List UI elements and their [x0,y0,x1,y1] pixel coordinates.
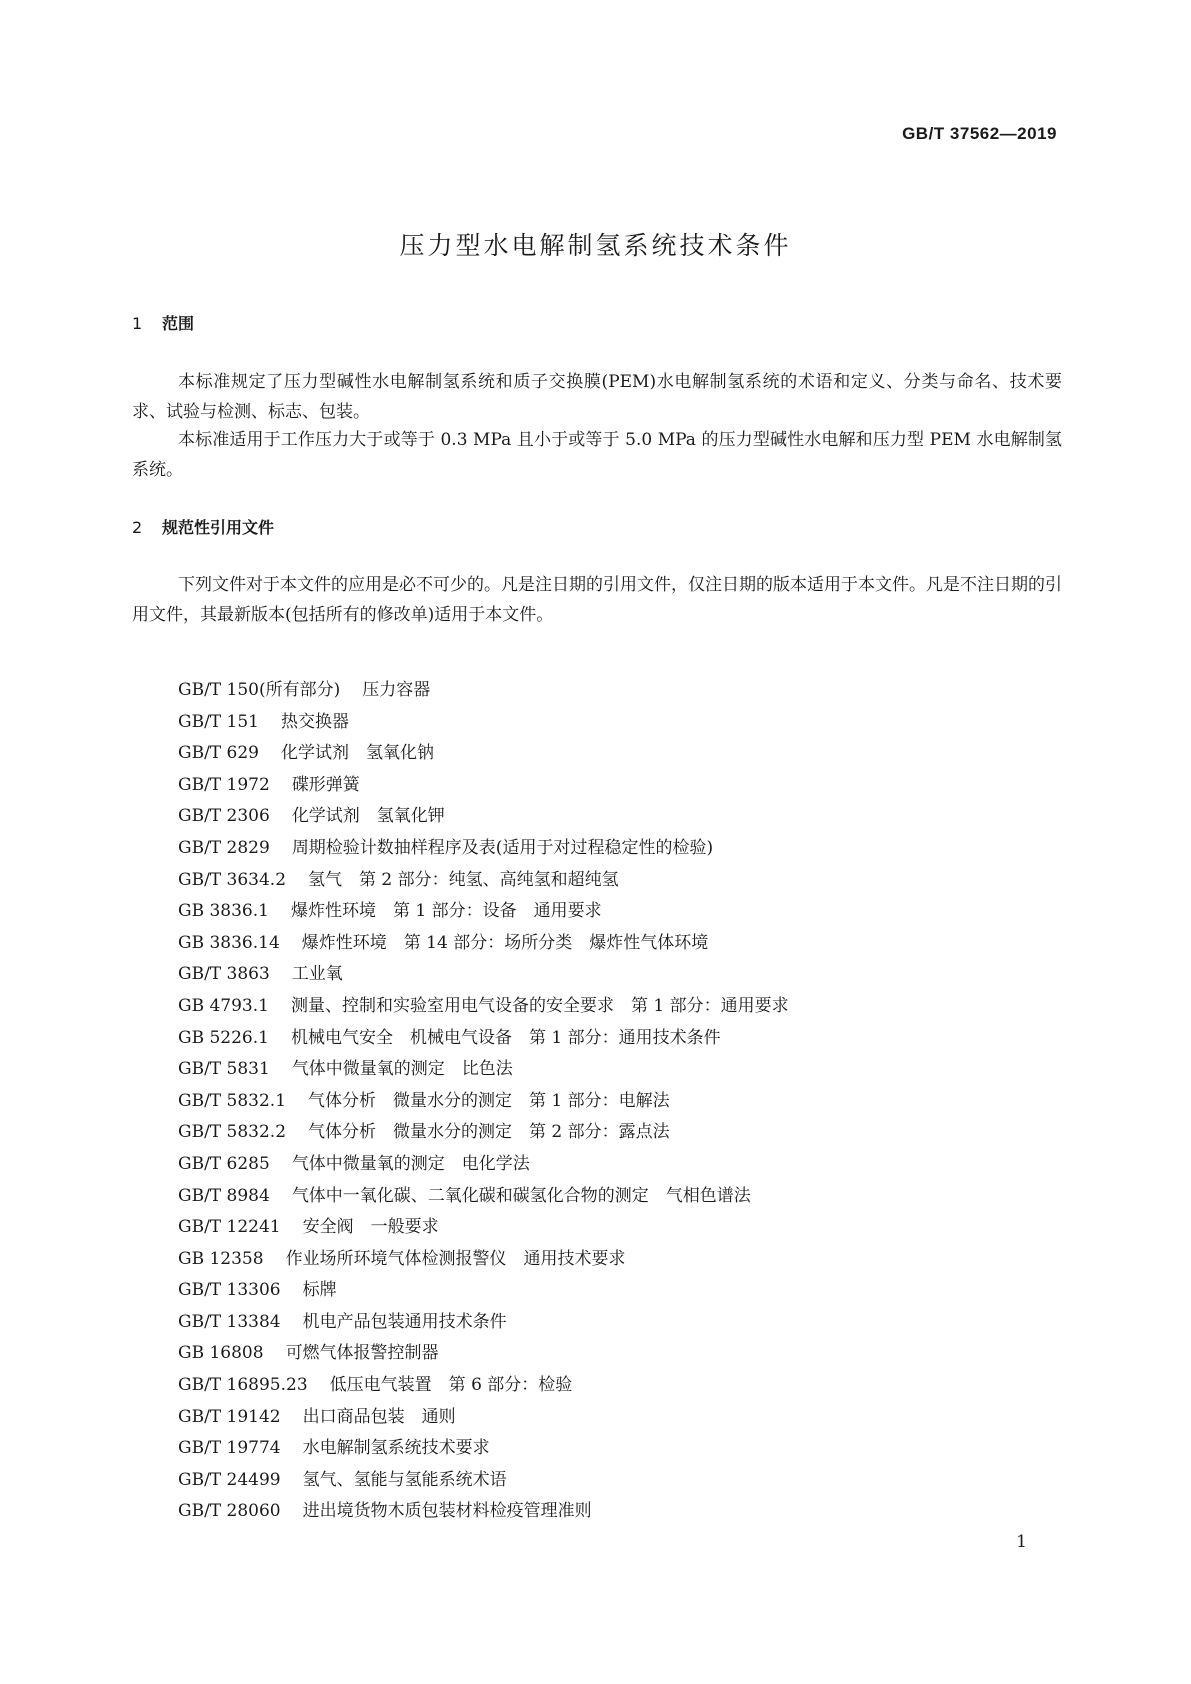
reference-item [178,896,789,928]
reference-item [178,1212,789,1244]
reference-title: 安全阀 一般要求 [302,1217,439,1238]
reference-item [178,1465,789,1497]
reference-title: 标牌 [302,1280,337,1301]
section-title: 规范性引用文件 [162,518,275,537]
reference-title: 水电解制氢系统技术要求 [302,1438,490,1459]
section-1-paragraph: 本标准规定了压力型碱性水电解制氢系统和质子交换膜(PEM)水电解制氢系统的术语和定义、分类与命名、技术要求、试验与检测、标志、包装。 [132,372,1062,422]
reference-title: 碟形弹簧 [291,774,360,795]
reference-title: 机械电气安全 机械电气设备 第 1 部分：通用技术条件 [290,1027,721,1048]
reference-item [178,865,789,897]
reference-title: 气体中一氧化碳、二氧化碳和碳氢化合物的测定 气相色谱法 [291,1185,751,1206]
reference-title: 化学试剂 氢氧化钠 [281,743,434,764]
reference-title: 压力容器 [362,680,431,700]
reference-list [178,675,789,1528]
reference-code: GB/T 16895.23 [178,1375,308,1396]
reference-item [178,1402,789,1434]
reference-title: 机电产品包装通用技术条件 [302,1311,507,1332]
reference-code: GB/T 24499 [178,1469,281,1490]
reference-code: GB/T 13306 [178,1280,281,1301]
reference-item [178,1496,789,1528]
reference-title: 出口商品包装 通则 [302,1406,456,1427]
reference-title: 爆炸性环境 第 1 部分：设备 通用要求 [290,901,602,922]
document-title: 压力型水电解制氢系统技术条件 [399,231,792,260]
reference-item [178,1023,789,1055]
reference-title: 可燃气体报警控制器 [285,1343,439,1364]
section-number: 1 [132,314,143,333]
reference-code: GB/T 151 [178,711,259,732]
reference-item [178,1117,789,1149]
reference-title: 工业氧 [291,964,343,985]
reference-item [178,1338,789,1370]
section-title: 范围 [162,314,195,333]
reference-item [178,1181,789,1213]
reference-item [178,1307,789,1339]
reference-code: GB/T 28060 [178,1501,281,1522]
reference-code: GB/T 5832.1 [178,1090,287,1111]
reference-item [178,1149,789,1181]
reference-code: GB/T 629 [178,743,259,764]
reference-code: GB/T 150(所有部分) [178,680,341,700]
reference-item [178,770,789,802]
section-number: 2 [132,518,143,537]
reference-code: GB/T 2306 [178,806,270,827]
reference-title: 周期检验计数抽样程序及表(适用于对过程稳定性的检验) [291,837,714,858]
reference-code: GB/T 5832.2 [178,1122,287,1143]
reference-code: GB/T 3634.2 [178,869,287,890]
reference-code: GB/T 19774 [178,1438,281,1459]
reference-item [178,833,789,865]
reference-title: 进出境货物木质包装材料检疫管理准则 [302,1501,592,1522]
reference-item [178,1086,789,1118]
reference-code: GB/T 8984 [178,1185,270,1206]
reference-item [178,1370,789,1402]
reference-item [178,928,789,960]
reference-code: GB 12358 [178,1248,264,1269]
reference-item [178,1275,789,1307]
reference-title: 热交换器 [281,711,349,732]
reference-title: 低压电气装置 第 6 部分：检验 [329,1375,573,1396]
reference-code: GB 5226.1 [178,1027,269,1048]
reference-code: GB/T 6285 [178,1153,270,1174]
section-1-heading [132,311,194,334]
standard-number: GB/T 37562—2019 [902,124,1057,143]
reference-item [178,675,789,707]
reference-code: GB/T 1972 [178,774,270,795]
section-1-paragraph: 本标准适用于工作压力大于或等于 0.3 MPa 且小于或等于 5.0 MPa 的压力型碱性水电解和压力型 PEM 水电解制氢系统。 [132,430,1062,480]
reference-code: GB 3836.14 [178,932,280,953]
reference-item [178,801,789,833]
reference-code: GB/T 5831 [178,1059,270,1080]
reference-title: 气体分析 微量水分的测定 第 2 部分：露点法 [308,1122,670,1143]
section-2-paragraph: 下列文件对于本文件的应用是必不可少的。凡是注日期的引用文件，仅注日期的版本适用于本文件。凡是不注日期的引用文件，其最新版本(包括所有的修改单)适用于本文件。 [132,575,1062,625]
reference-title: 氢气、氢能与氢能系统术语 [302,1469,507,1490]
reference-item [178,1433,789,1465]
reference-title: 氢气 第 2 部分：纯氢、高纯氢和超纯氢 [308,869,619,890]
reference-title: 爆炸性环境 第 14 部分：场所分类 爆炸性气体环境 [301,932,709,953]
reference-code: GB 16808 [178,1343,264,1364]
reference-item [178,959,789,991]
reference-code: GB/T 3863 [178,964,270,985]
reference-code: GB/T 19142 [178,1406,281,1427]
reference-item [178,738,789,770]
reference-code: GB 3836.1 [178,901,269,922]
reference-title: 气体中微量氧的测定 比色法 [291,1059,513,1080]
reference-title: 化学试剂 氢氧化钾 [291,806,445,827]
reference-item [178,991,789,1023]
page-number: 1 [1016,1532,1027,1552]
section-2-heading [132,515,274,538]
reference-item [178,1244,789,1276]
reference-title: 测量、控制和实验室用电气设备的安全要求 第 1 部分：通用要求 [290,995,789,1016]
reference-code: GB/T 2829 [178,837,270,858]
reference-item [178,1054,789,1086]
reference-item [178,707,789,739]
reference-title: 气体分析 微量水分的测定 第 1 部分：电解法 [308,1090,670,1111]
reference-code: GB/T 12241 [178,1217,281,1238]
reference-code: GB 4793.1 [178,995,269,1016]
reference-title: 作业场所环境气体检测报警仪 通用技术要求 [285,1248,626,1269]
reference-code: GB/T 13384 [178,1311,281,1332]
reference-title: 气体中微量氧的测定 电化学法 [291,1153,530,1174]
